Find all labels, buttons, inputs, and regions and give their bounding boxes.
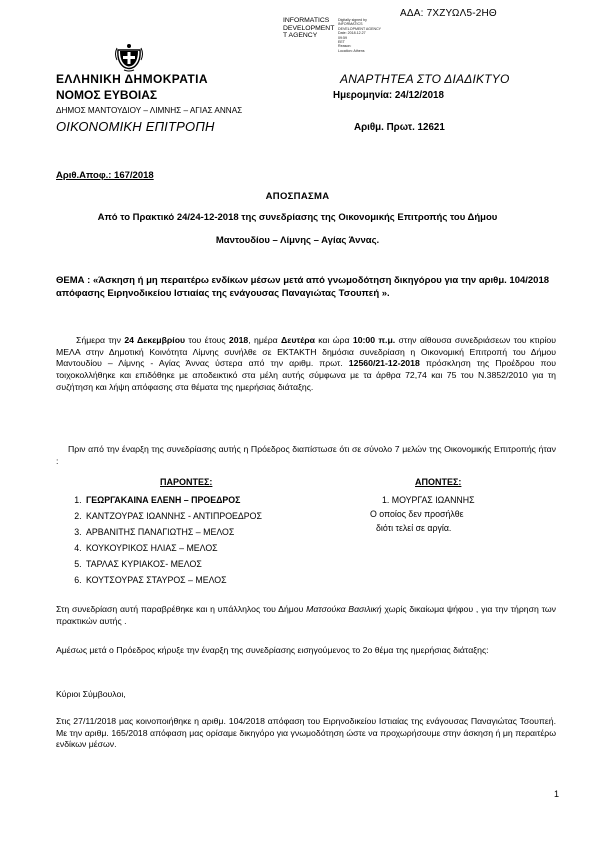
list-item: 1. ΜΟΥΡΓΑΣ ΙΩΑΝΝΗΣ <box>382 495 475 505</box>
document-title: ΑΠΟΣΠΑΣΜΑ <box>265 191 330 202</box>
absent-note: διότι τελεί σε αργία. <box>376 523 452 533</box>
present-members-list <box>66 492 262 588</box>
list-item: 3. ΑΡΒΑΝΙΤΗΣ ΠΑΝΑΓΙΩΤΗΣ – ΜΕΛΟΣ <box>84 524 262 540</box>
greek-emblem-icon <box>114 40 144 72</box>
prefecture-title: ΝΟΜΟΣ ΕΥΒΟΙΑΣ <box>56 88 158 102</box>
info-logo-line: INFORMATICS <box>283 17 330 24</box>
signature-block <box>338 18 381 53</box>
subject-line: ΘΕΜΑ : «Άσκηση ή μη περαιτέρω ενδίκων μέσων μετά από γνωμοδότηση δικηγόρου για την αριθμ. 104/2018 απόφασης Ειρηνοδικείου Ιστιαίας της ενάγουσας Παναγιώτας Τσουπεή ». <box>56 275 550 299</box>
list-item: 4. ΚΟΥΚΟΥΡΙΚΟΣ ΗΛΙΑΣ – ΜΕΛΟΣ <box>84 540 262 556</box>
info-logo-line: DEVELOPMENT <box>283 24 335 32</box>
signature-line: DEVELOPMENT AGENCY <box>338 26 382 31</box>
republic-title: ΕΛΛΗΝΙΚΗ ΔΗΜΟΚΡΑΤΙΑ <box>56 72 208 86</box>
protocol-number: Αριθμ. Πρωτ. 12621 <box>354 122 445 133</box>
agenda-paragraph: Αμέσως μετά ο Πρόεδρος κήρυξε την έναρξη της συνεδρίασης εισηγούμενος το 2ο θέμα της ημερήσιας διάταξης: <box>56 645 489 655</box>
opening-paragraph: Σήμερα την 24 Δεκεμβρίου του έτους 2018, ημέρα Δευτέρα και ώρα 10:00 π.μ. στην αίθουσα συνεδριάσεων του κτιρίου ΜΕΛΑ στην Δημοτική Κοινότητα Λίμνης συνήλθε σε ΕΚΤΑΚΤΗ δημόσια συνεδρίαση η Οικονομική Επιτροπή του Δήμου Μαντουδίου – Λίμνης - Αγίας Άννας ύστερα από την αριθμ. πρωτ. 12560/21-12-2018 πρόσκληση της Προέδρου που τοιχοκολλήθηκε και επιδόθηκε με αποδεικτικό στα μέλη αυτής σύμφωνα με τα άρθρα 72,74 και 75 του Ν.3852/2010 για τη συζήτηση και λήψη απόφασης στα θέματα της ημερήσιας διάταξης. <box>56 335 557 392</box>
signature-line: 09:59 <box>338 35 347 40</box>
list-item: 2. ΚΑΝΤΖΟΥΡΑΣ ΙΩΑΝΝΗΣ - ΑΝΤΙΠΡΟΕΔΡΟΣ <box>84 508 262 524</box>
document-subtitle: Μαντουδίου – Λίμνης – Αγίας Άννας. <box>215 235 380 246</box>
decision-number: Αριθ.Αποφ.: 167/2018 <box>56 170 154 181</box>
report-paragraph: Στις 27/11/2018 μας κοινοποιήθηκε η αριθμ. 104/2018 απόφαση του Ειρηνοδικείου Ιστιαίας της ενάγουσας Παναγιώτας Τσουπεή. Με την αριθμ. 165/2018 απόφαση μας ορίσαμε δικηγόρο για γνωμοδότηση ώστε να προχωρήσουμε στην άσκηση ή μη περαιτέρω ενδίκων μέσων. <box>56 716 556 750</box>
signature-line: Location: Athens <box>338 48 365 53</box>
signature-line: INFORMATICS <box>338 22 363 27</box>
absent-note: Ο οποίος δεν προσήλθε <box>370 509 464 519</box>
ada-code: ΑΔΑ: 7ΧΖΥΩΛ5-2ΗΘ <box>400 8 497 19</box>
info-logo-line: T AGENCY <box>283 32 318 40</box>
list-item: 1. ΓΕΩΡΓΑΚΑΙΝΑ ΕΛΕΝΗ – ΠΡΟΕΔΡΟΣ <box>84 492 262 508</box>
list-item: 6. ΚΟΥΤΣΟΥΡΑΣ ΣΤΑΥΡΟΣ – ΜΕΛΟΣ <box>84 572 262 588</box>
document-subtitle: Από το Πρακτικό 24/24-12-2018 της συνεδρίασης της Οικονομικής Επιτροπής του Δήμου <box>97 212 498 223</box>
salutation: Κύριοι Σύμβουλοι, <box>56 689 126 699</box>
committee-title: ΟΙΚΟΝΟΜΙΚΗ ΕΠΙΤΡΟΠΗ <box>56 119 215 134</box>
present-header: ΠΑΡΟΝΤΕΣ: <box>160 477 213 487</box>
signature-line: Reason: <box>338 44 352 49</box>
signature-line: Date: 2018.12.27 <box>338 31 366 36</box>
list-item: 5. ΤΑΡΛΑΣ ΚΥΡΙΑΚΟΣ- ΜΕΛΟΣ <box>84 556 262 572</box>
secretary-paragraph: Στη συνεδρίαση αυτή παραβρέθηκε και η υπάλληλος του Δήμου Ματσούκα Βασιλική χωρίς δικαίωμα ψήφου , για την τήρηση των πρακτικών αυτής . <box>56 604 557 626</box>
document-date: Ημερομηνία: 24/12/2018 <box>333 90 444 101</box>
page-number: 1 <box>554 789 560 799</box>
absent-members <box>370 493 475 535</box>
municipality-title: ΔΗΜΟΣ ΜΑΝΤΟΥΔΙΟΥ – ΛΙΜΝΗΣ – ΑΓΙΑΣ ΑΝΝΑΣ <box>56 106 243 115</box>
quorum-paragraph: Πριν από την έναρξη της συνεδρίασης αυτής η Πρόεδρος διαπίστωσε ότι σε σύνολο 7 μελών της Οικονομικής Επιτροπής ήταν : <box>56 444 556 466</box>
absent-header: ΑΠΟΝΤΕΣ: <box>415 477 462 487</box>
internet-notice: ΑΝΑΡΤΗΤΕΑ ΣΤΟ ΔΙΑΔΙΚΤΥΟ <box>340 72 510 86</box>
info-logo <box>283 17 334 40</box>
signature-line: Digitally signed by <box>338 18 367 22</box>
signature-line: EET <box>338 40 345 45</box>
